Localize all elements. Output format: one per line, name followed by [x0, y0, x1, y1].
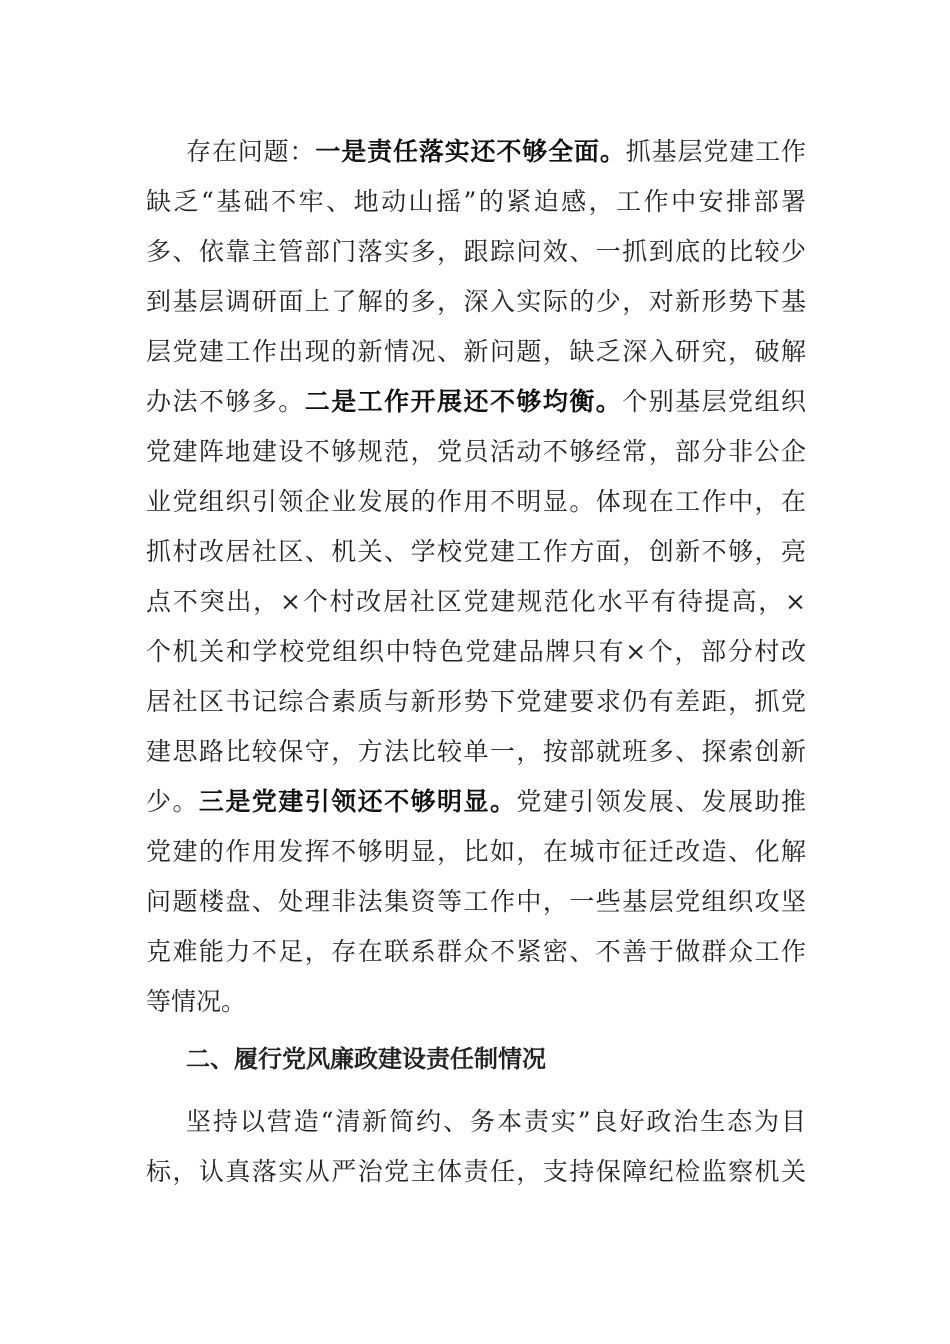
bold-point-2: 二是工作开展还不够均衡。	[304, 387, 623, 416]
paragraph-line: 存在问题：一是责任落实还不够全面。抓基层党建工作	[186, 137, 806, 166]
bold-point-1: 一是责任落实还不够全面。	[315, 137, 626, 166]
paragraph-line: 等情况。	[146, 987, 247, 1016]
paragraph-line: 多、依靠主管部门落实多，跟踪问效、一抓到底的比较少	[146, 237, 806, 266]
paragraph-line: 个机关和学校党组织中特色党建品牌只有×个，部分村改	[146, 637, 806, 666]
paragraph-line: 建思路比较保守，方法比较单一，按部就班多、探索创新	[146, 737, 806, 766]
section-heading: 二、履行党风廉政建设责任制情况	[186, 1045, 546, 1073]
paragraph-line: 居社区书记综合素质与新形势下党建要求仍有差距，抓党	[146, 687, 806, 716]
paragraph-line: 层党建工作出现的新情况、新问题，缺乏深入研究，破解	[146, 337, 806, 366]
paragraph-line: 问题楼盘、处理非法集资等工作中，一些基层党组织攻坚	[146, 887, 806, 916]
paragraph-line: 到基层调研面上了解的多，深入实际的少，对新形势下基	[146, 287, 806, 316]
paragraph-line: 缺乏“基础不牢、地动山摇”的紧迫感，工作中安排部署	[146, 187, 806, 216]
paragraph-line: 办法不够多。二是工作开展还不够均衡。个别基层党组织	[146, 387, 806, 416]
paragraph-line: 克难能力不足，存在联系群众不紧密、不善于做群众工作	[146, 937, 806, 966]
paragraph-line: 业党组织引领企业发展的作用不明显。体现在工作中，在	[146, 487, 806, 516]
paragraph-line: 标，认真落实从严治党主体责任，支持保障纪检监察机关	[146, 1157, 806, 1186]
paragraph-line: 少。三是党建引领还不够明显。党建引领发展、发展助推	[146, 787, 806, 816]
paragraph-line: 党建阵地建设不够规范，党员活动不够经常，部分非公企	[146, 437, 806, 466]
paragraph-line: 点不突出，×个村改居社区党建规范化水平有待提高，×	[146, 587, 806, 616]
paragraph-line: 抓村改居社区、机关、学校党建工作方面，创新不够，亮	[146, 537, 806, 566]
bold-point-3: 三是党建引领还不够明显。	[198, 787, 517, 816]
paragraph-line: 党建的作用发挥不够明显，比如，在城市征迁改造、化解	[146, 837, 806, 866]
paragraph-line: 坚持以营造“清新简约、务本责实”良好政治生态为目	[186, 1107, 806, 1136]
